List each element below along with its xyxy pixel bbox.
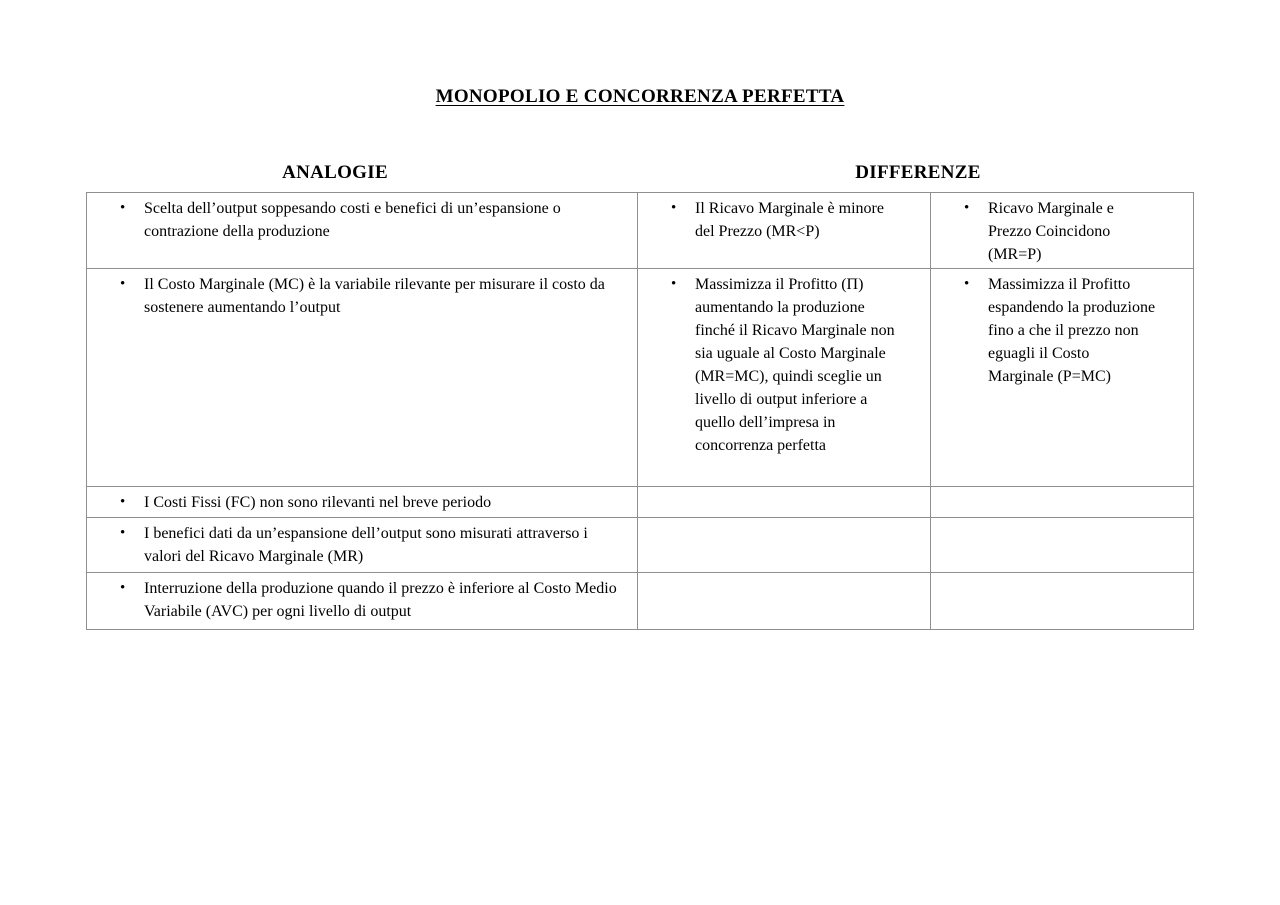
cell-monopolio-3-empty — [638, 487, 931, 518]
cell-text: Il Costo Marginale (MC) è la variabile rilevante per misurare il costo da sostenere aumentando l’output — [144, 276, 605, 316]
header-analogie: ANALOGIE — [282, 162, 388, 183]
cell-analogie-4 — [87, 518, 638, 573]
list-item — [87, 193, 637, 243]
cell-text: Massimizza il Profitto (Π) aumentando la produzione finché il Ricavo Marginale non sia uguale al Costo Marginale (MR=MC), quindi sceglie un livello di output inferiore a quello dell’impresa in concorrenza perfetta — [695, 276, 895, 454]
cell-concorrenza-2 — [931, 269, 1194, 487]
cell-text: Scelta dell’output soppesando costi e benefici di un’espansione o contrazione della produzione — [144, 200, 561, 240]
bullet-marker: • — [671, 276, 677, 292]
bullet-marker: • — [120, 276, 126, 292]
page-title-text: MONOPOLIO E CONCORRENZA PERFETTA — [435, 86, 845, 107]
list-item — [638, 193, 930, 243]
comparison-table — [86, 192, 1194, 630]
cell-concorrenza-4-empty — [931, 518, 1194, 573]
column-headers — [0, 162, 1280, 190]
cell-analogie-5 — [87, 573, 638, 630]
bullet-marker: • — [120, 200, 126, 216]
cell-analogie-2 — [87, 269, 638, 487]
list-item — [931, 269, 1193, 388]
cell-monopolio-4-empty — [638, 518, 931, 573]
table-row — [87, 193, 1194, 269]
cell-text: Il Ricavo Marginale è minore del Prezzo (MR<P) — [695, 200, 884, 240]
list-item — [931, 193, 1193, 266]
cell-analogie-1 — [87, 193, 638, 269]
list-item — [87, 573, 637, 623]
bullet-marker: • — [671, 200, 677, 216]
list-item — [638, 269, 930, 457]
cell-text: Interruzione della produzione quando il prezzo è inferiore al Costo Medio Variabile (AVC) per ogni livello di output — [144, 580, 617, 620]
cell-monopolio-1 — [638, 193, 931, 269]
cell-monopolio-5-empty — [638, 573, 931, 630]
list-item — [87, 269, 637, 319]
cell-concorrenza-1 — [931, 193, 1194, 269]
table-row — [87, 573, 1194, 630]
list-item — [87, 518, 637, 568]
table-row — [87, 269, 1194, 487]
bullet-marker: • — [120, 494, 126, 510]
bullet-marker: • — [120, 580, 126, 596]
bullet-marker: • — [120, 525, 126, 541]
cell-concorrenza-3-empty — [931, 487, 1194, 518]
cell-text: I benefici dati da un’espansione dell’output sono misurati attraverso i valori del Ricavo Marginale (MR) — [144, 525, 588, 565]
table-row — [87, 518, 1194, 573]
page-title — [0, 86, 1280, 108]
cell-text: Massimizza il Profitto espandendo la produzione fino a che il prezzo non eguagli il Costo Marginale (P=MC) — [988, 276, 1156, 385]
cell-text: I Costi Fissi (FC) non sono rilevanti nel breve periodo — [144, 494, 492, 511]
cell-text: Ricavo Marginale e Prezzo Coincidono (MR=P) — [988, 200, 1114, 263]
header-differenze: DIFFERENZE — [855, 162, 981, 183]
bullet-marker: • — [964, 276, 970, 292]
cell-analogie-3 — [87, 487, 638, 518]
table-row — [87, 487, 1194, 518]
bullet-marker: • — [964, 200, 970, 216]
cell-monopolio-2 — [638, 269, 931, 487]
cell-concorrenza-5-empty — [931, 573, 1194, 630]
list-item — [87, 487, 637, 514]
